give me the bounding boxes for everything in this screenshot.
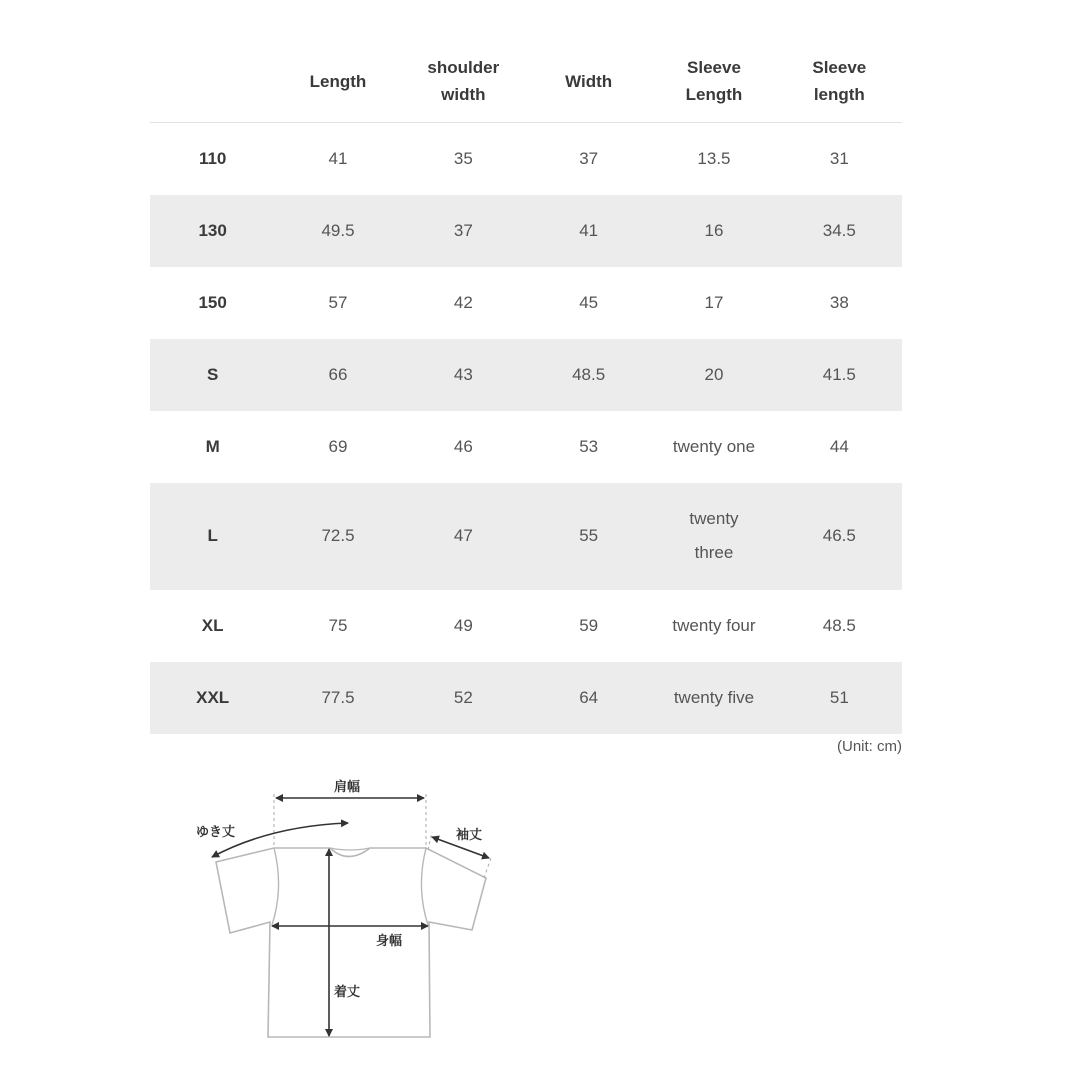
size-label: 130: [150, 195, 275, 267]
header-line: Sleeve: [687, 58, 741, 77]
table-cell: 17: [704, 292, 724, 312]
size-label: M: [205, 436, 220, 456]
header-line: length: [813, 85, 865, 104]
table-cell: 20: [651, 339, 776, 411]
table-cell: 48.5: [822, 615, 856, 635]
table-cell: 72.5: [275, 483, 400, 590]
sleeve-guide-bottom: [484, 858, 491, 878]
table-cell: twenty five: [651, 662, 776, 734]
size-label: XXL: [150, 662, 275, 734]
table-row: [150, 195, 902, 267]
table-cell: 44: [829, 436, 849, 456]
size-label: 110: [198, 148, 227, 168]
table-cell: 16: [651, 195, 776, 267]
tshirt-outline: [216, 848, 486, 1037]
table-cell: 49.5: [275, 195, 400, 267]
header-line: width: [441, 85, 486, 104]
table-cell: 41: [328, 148, 348, 168]
header-line: Sleeve: [812, 58, 867, 77]
table-cell: 34.5: [777, 195, 902, 267]
table-cell: 46.5: [777, 483, 902, 590]
label-length: 着丈: [334, 985, 361, 1000]
table-row: [150, 590, 902, 662]
size-label: S: [150, 339, 275, 411]
table-cell: 66: [275, 339, 400, 411]
table-cell: 49: [453, 615, 473, 635]
table-row: [150, 339, 902, 411]
table-cell: 13.5: [697, 148, 731, 168]
header-length: [275, 40, 400, 123]
header-line: Length: [309, 71, 367, 91]
size-label: 150: [198, 292, 227, 312]
size-table: [150, 40, 902, 734]
table-cell: 46: [453, 436, 473, 456]
table-row: [150, 483, 902, 590]
table-cell: 53: [579, 436, 599, 456]
table-cell: twenty one: [672, 436, 756, 456]
header-line: shoulder: [427, 58, 500, 77]
table-row: [150, 267, 902, 339]
tshirt-measurement-diagram: [180, 770, 520, 1050]
table-cell: 55: [526, 483, 651, 590]
unit-note: (Unit: cm): [837, 738, 902, 755]
size-label: XL: [201, 615, 224, 635]
table-cell: 57: [328, 292, 348, 312]
table-cell: 31: [829, 148, 849, 168]
table-cell: 37: [579, 148, 599, 168]
table-cell: 37: [401, 195, 526, 267]
table-row: [150, 411, 902, 483]
label-sleeve: 袖丈: [456, 828, 483, 843]
table-cell: 41: [526, 195, 651, 267]
table-cell: 42: [453, 292, 473, 312]
table-row: [150, 123, 902, 195]
table-cell: 35: [453, 148, 473, 168]
sleeve-guide-top: [428, 832, 432, 850]
header-shoulder-width: [401, 40, 526, 123]
table-cell: 64: [526, 662, 651, 734]
header-sleeve-length: [651, 40, 776, 123]
label-yuki: ゆき丈: [196, 825, 236, 840]
tshirt-diagram-svg: [180, 770, 520, 1050]
table-cell: 38: [829, 292, 849, 312]
table-cell: 45: [579, 292, 599, 312]
header-width: [526, 40, 651, 123]
table-cell: 43: [401, 339, 526, 411]
header-line: Width: [565, 71, 613, 91]
neckline: [330, 848, 370, 850]
header-corner: [150, 40, 275, 123]
table-cell: 41.5: [777, 339, 902, 411]
table-cell: 48.5: [526, 339, 651, 411]
table-cell: 52: [401, 662, 526, 734]
size-label: L: [150, 483, 275, 590]
header-line: Length: [685, 85, 743, 104]
sleeve-seam-left: [272, 848, 279, 925]
label-shoulder: 肩幅: [334, 780, 361, 795]
sleeve-seam-right: [421, 848, 428, 925]
table-cell: 77.5: [275, 662, 400, 734]
table-cell: 69: [328, 436, 348, 456]
table-cell: 47: [401, 483, 526, 590]
table-cell: twenty four: [672, 615, 756, 635]
header-yuki-length: [777, 40, 902, 123]
table-header-row: [150, 40, 902, 123]
table-cell: 51: [777, 662, 902, 734]
table-cell: 75: [328, 615, 348, 635]
label-body-width: 身幅: [376, 934, 403, 949]
table-cell: 59: [579, 615, 599, 635]
table-cell: twenty three: [651, 483, 776, 590]
table-row: [150, 662, 902, 734]
